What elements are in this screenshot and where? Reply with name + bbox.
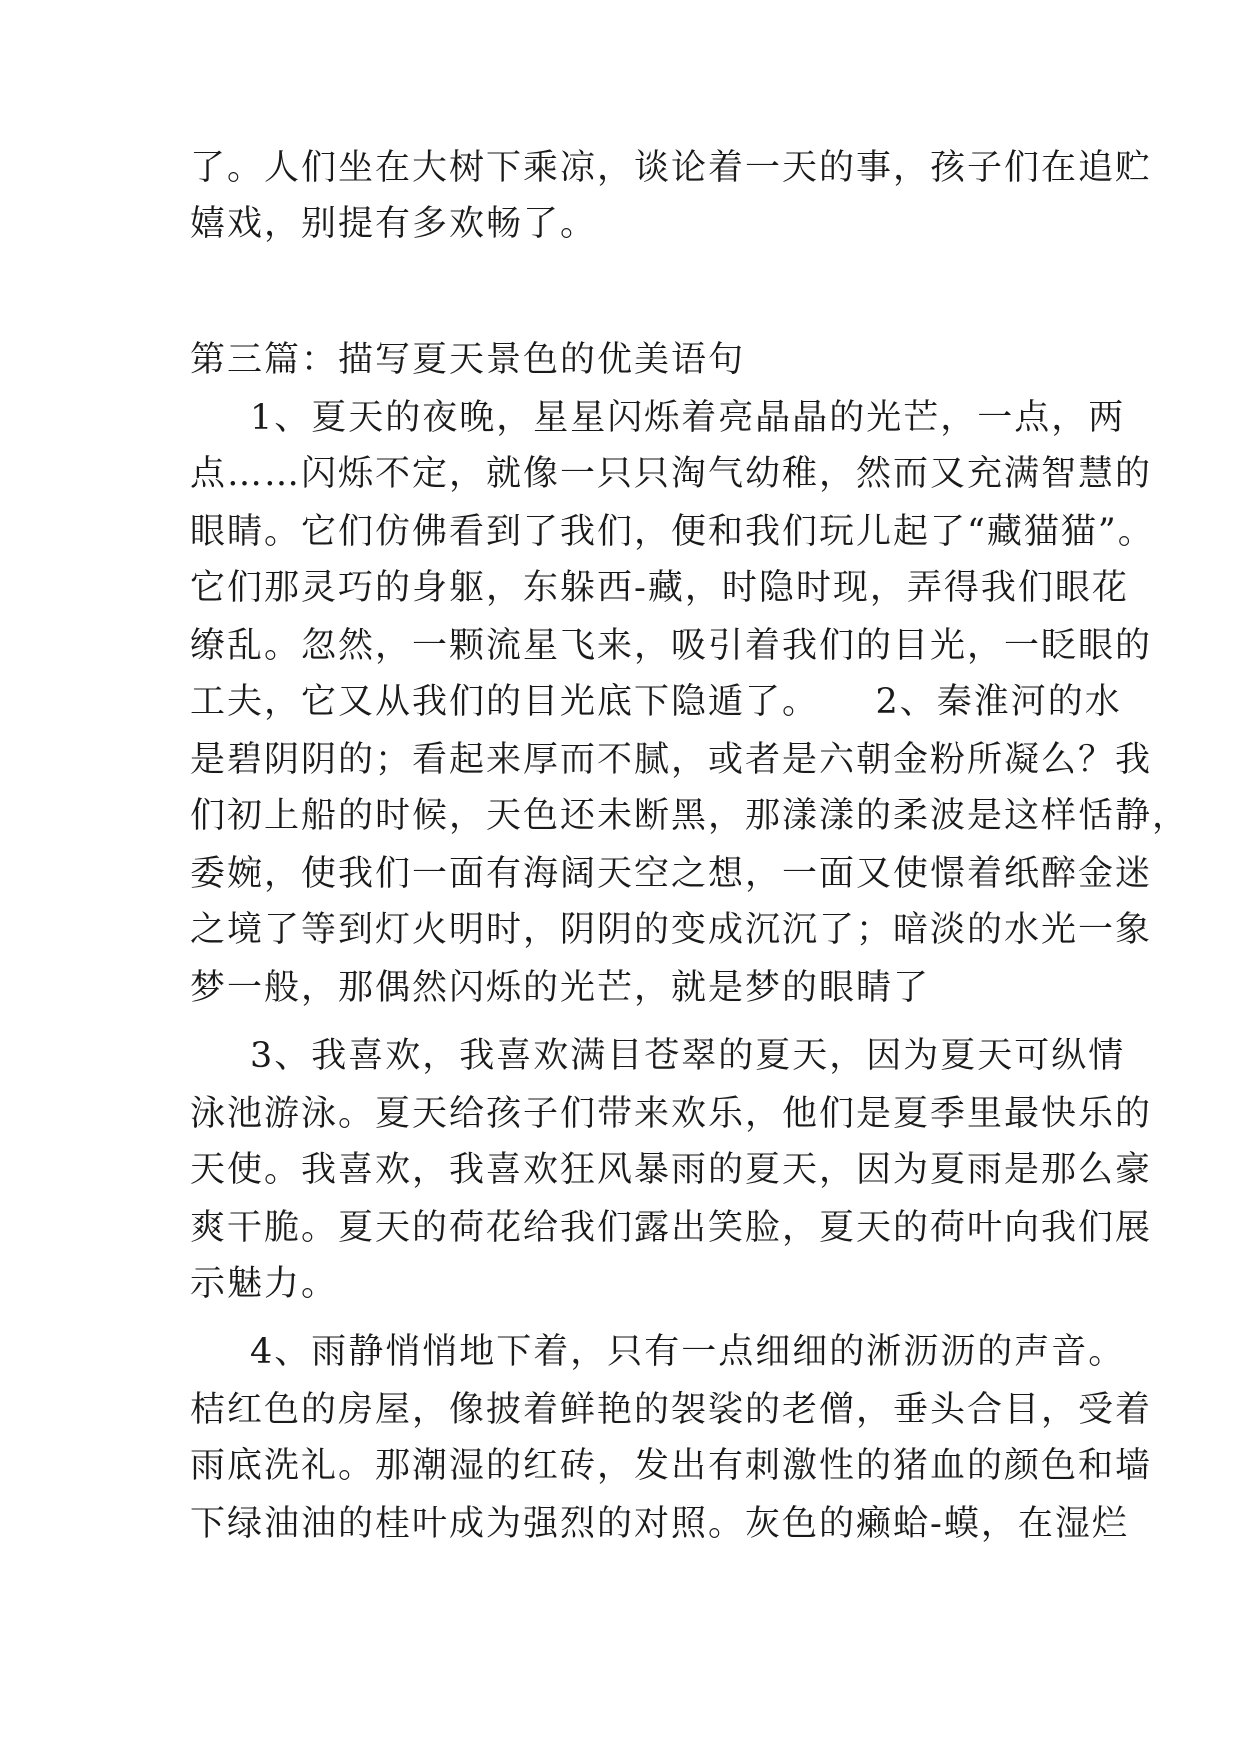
text-line: 们初上船的时候，天色还未断黑，那漾漾的柔波是这样恬静， [190, 796, 1190, 836]
section-heading: 第三篇：描写夏天景色的优美语句 [190, 340, 746, 380]
text-line: 嬉戏，别提有多欢畅了。 [190, 204, 598, 244]
text-line: 缭乱。忽然，一颗流星飞来，吸引着我们的目光，一眨眼的 [190, 626, 1153, 666]
text-line: 桔红色的房屋，像披着鲜艳的袈裟的老僧，垂头合目，受着 [190, 1390, 1153, 1430]
text-line: 雨底洗礼。那潮湿的红砖，发出有刺激性的猪血的颜色和墙 [190, 1446, 1153, 1486]
text-line: 了。人们坐在大树下乘凉，谈论着一天的事，孩子们在追贮 [190, 148, 1153, 188]
text-line: 是碧阴阴的；看起来厚而不腻，或者是六朝金粉所凝么？我 [190, 740, 1153, 780]
paragraph-start: 3、我喜欢，我喜欢满目苍翠的夏天，因为夏天可纵情 [250, 1036, 1126, 1076]
text-line: 点……闪烁不定，就像一只只淘气幼稚，然而又充满智慧的 [190, 454, 1153, 494]
text-line: 之境了等到灯火明时，阴阴的变成沉沉了；暗淡的水光一象 [190, 910, 1153, 950]
text-line: 工夫，它又从我们的目光底下隐遁了。 2、秦淮河的水 [190, 682, 1122, 722]
text-line: 眼睛。它们仿佛看到了我们，便和我们玩儿起了“藏猫猫”。 [190, 512, 1155, 552]
text-line: 委婉，使我们一面有海阔天空之想，一面又使憬着纸醉金迷 [190, 854, 1153, 894]
text-line: 下绿油油的桂叶成为强烈的对照。灰色的癞蛤-蟆，在湿烂 [190, 1504, 1129, 1544]
text-line: 爽干脆。夏天的荷花给我们露出笑脸，夏天的荷叶向我们展 [190, 1208, 1153, 1248]
text-line: 示魅力。 [190, 1264, 339, 1304]
paragraph-start: 4、雨静悄悄地下着，只有一点细细的淅沥沥的声音。 [250, 1332, 1126, 1372]
text-line: 天使。我喜欢，我喜欢狂风暴雨的夏天，因为夏雨是那么豪 [190, 1150, 1153, 1190]
text-line: 梦一般，那偶然闪烁的光芒，就是梦的眼睛了 [190, 968, 931, 1008]
paragraph-start: 1、夏天的夜晚，星星闪烁着亮晶晶的光芒，一点，两 [250, 398, 1126, 438]
text-line: 它们那灵巧的身躯，东躲西-藏，时隐时现，弄得我们眼花 [190, 568, 1129, 608]
text-line: 泳池游泳。夏天给孩子们带来欢乐，他们是夏季里最快乐的 [190, 1094, 1153, 1134]
